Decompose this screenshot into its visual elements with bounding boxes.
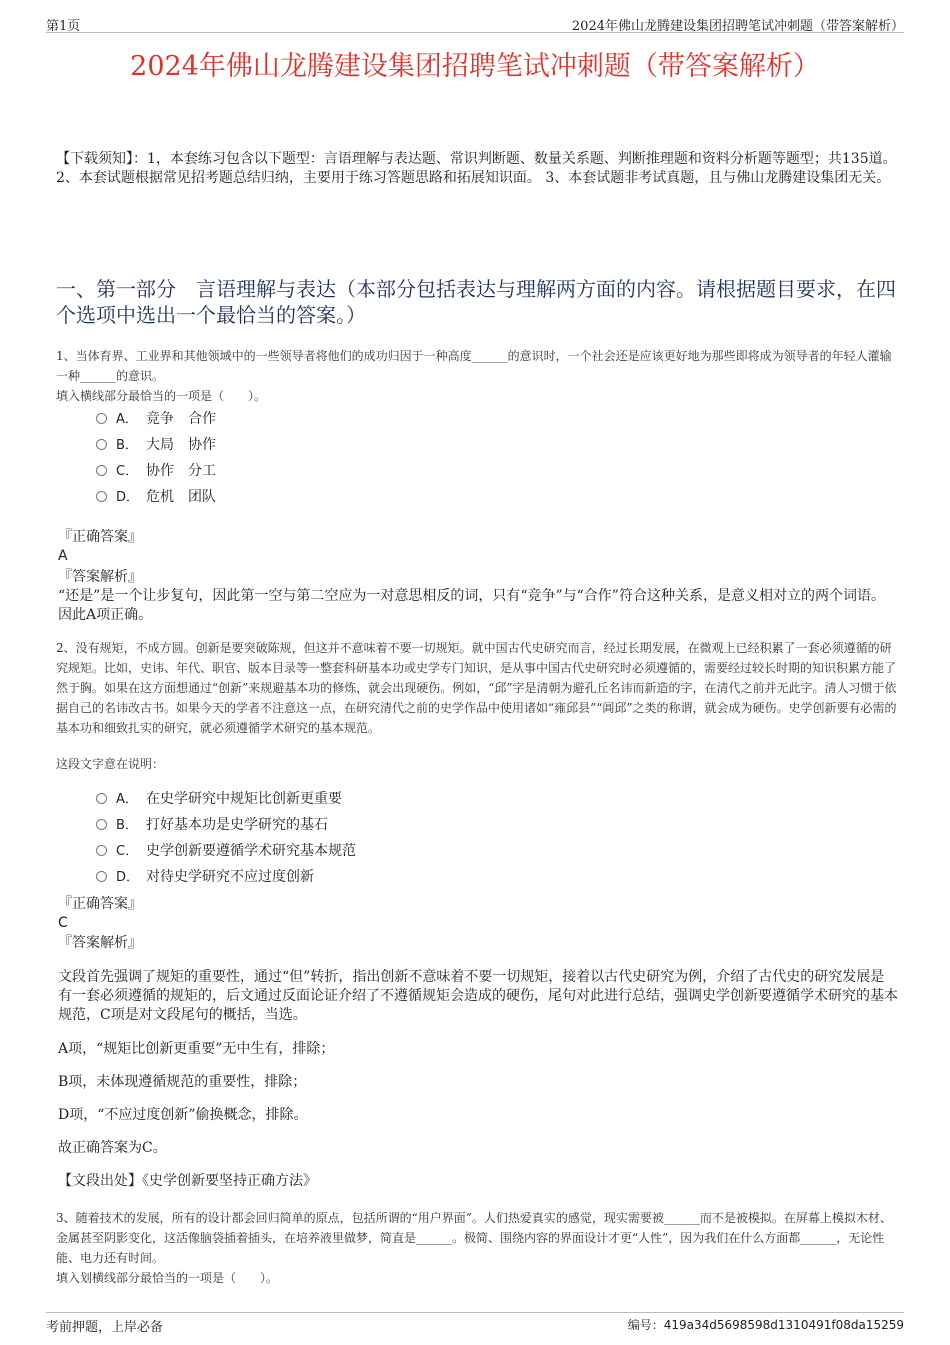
analysis-note-b: B项，未体现遵循规范的重要性，排除； [58,1074,307,1090]
radio-icon[interactable] [96,845,107,856]
option-a[interactable]: A． 在史学研究中规矩比创新更重要 [96,786,356,812]
page-number: 第1页 [46,19,81,34]
running-title: 2024年佛山龙腾建设集团招聘笔试冲刺题（带答案解析） [571,19,904,34]
option-a[interactable]: A． 竞争 合作 [96,406,216,432]
download-notice: 【下载须知】：1，本套练习包含以下题型：言语理解与表达题、常识判断题、数量关系题、判断推理题和资料分析题等题型；共135道。 2、本套试题根据常见招考题总结归纳，主要用于练习答题思路和拓展知识面。 3、本套试题非考试真题，且与佛山龙腾建设集团无关。 [56,151,897,186]
question-3-stem: 3、随着技术的发展，所有的设计都会回归简单的原点，包括所谓的“用户界面”。人们热爱真实的感觉，现实需要被______而不是被模拟。在屏幕上模拟木材、金属甚至阴影变化，这活像脑袋插着插头，在培养液里做梦，简直是______。极简、围绕内容的界面设计才更“人性”，因为我们在什么方面都______，无论性能、电力还有时间。 [56,1211,892,1265]
analysis-note-a: A项，“规矩比创新更重要”无中生有，排除； [58,1041,335,1057]
answer-label: 『正确答案』 [58,896,142,912]
question-3-prompt: 填入划横线部分最恰当的一项是（ ）。 [56,1271,279,1285]
answer-value: C [58,915,68,931]
option-c[interactable]: C． 协作 分工 [96,458,216,484]
analysis-label: 『答案解析』 [58,569,142,585]
analysis-note-d: D项，“不应过度创新”偷换概念，排除。 [58,1107,308,1123]
footer-slogan: 考前押题，上岸必备 [46,1320,164,1335]
question-2-prompt: 这段文字意在说明： [56,757,165,771]
page-footer [46,1312,904,1333]
question-1-stem: 1、当体育界、工业界和其他领域中的一些领导者将他们的成功归因于一种高度______的意识时，一个社会还是应该更好地为那些即将成为领导者的年轻人灌输一种______的意识。 [56,349,892,383]
document-id: 编号：419a34d5698598d1310491f08da15259 [627,1318,904,1332]
radio-icon[interactable] [96,491,107,502]
question-2-options [96,786,356,890]
option-b[interactable]: B． 打好基本功是史学研究的基石 [96,812,356,838]
analysis-text: “还是”是一个让步复句，因此第一空与第二空应为一对意思相反的词，只有“竞争”与“合作”符合这种关系，是意义相对立的两个词语。因此A项正确。 [58,588,885,623]
analysis-label: 『答案解析』 [58,935,142,951]
radio-icon[interactable] [96,871,107,882]
option-d[interactable]: D． 对待史学研究不应过度创新 [96,864,356,890]
section-heading: 一、第一部分 言语理解与表达（本部分包括表达与理解两方面的内容。请根据题目要求，在四个选项中选出一个最恰当的答案。） [56,277,896,327]
radio-icon[interactable] [96,465,107,476]
option-c[interactable]: C． 史学创新要遵循学术研究基本规范 [96,838,356,864]
question-2-stem: 2、没有规矩，不成方圆。创新是要突破陈规，但这并不意味着不要一切规矩。就中国古代史研究而言，经过长期发展，在微观上已经积累了一套必须遵循的研究规矩。比如，史讳、年代、职官、版本目录等一整套科研基本功或史学专门知识，是从事中国古代史研究时必须遵循的，需要经过较长时期的知识积累方能了然于胸。如果在这方面想通过“创新”来规避基本功的修炼，就会出现硬伤。例如，“邱”字是清朝为避孔丘名讳而新造的字，在清代之前并无此字。清人习惯于依据自己的名讳改古书。如果今天的学者不注意这一点，在研究清代之前的史学作品中使用诸如“雍邱县”“阊邱”之类的称谓，就会成为硬伤。史学创新要有必需的基本功和细致扎实的研究，就必须遵循学术研究的基本规范。 [56,641,897,735]
text-source: 【文段出处】《史学创新要坚持正确方法》 [58,1173,317,1189]
page-header [46,12,904,33]
radio-icon[interactable] [96,793,107,804]
question-1-prompt: 填入横线部分最恰当的一项是（ ）。 [56,389,267,403]
option-b[interactable]: B． 大局 协作 [96,432,216,458]
radio-icon[interactable] [96,819,107,830]
analysis-conclusion: 故正确答案为C。 [58,1140,167,1156]
option-d[interactable]: D． 危机 团队 [96,484,216,510]
answer-label: 『正确答案』 [58,529,142,545]
question-1-options [96,406,216,510]
answer-value: A [58,548,68,564]
analysis-text: 文段首先强调了规矩的重要性，通过“但”转折，指出创新不意味着不要一切规矩，接着以古代史研究为例，介绍了古代史的研究发展是有一套必须遵循的规矩的，后文通过反面论证介绍了不遵循规矩会造成的硬伤，尾句对此进行总结，强调史学创新要遵循学术研究的基本规范，C项是对文段尾句的概括，当选。 [58,969,898,1023]
radio-icon[interactable] [96,439,107,450]
radio-icon[interactable] [96,413,107,424]
document-title: 2024年佛山龙腾建设集团招聘笔试冲刺题（带答案解析） [130,51,820,82]
